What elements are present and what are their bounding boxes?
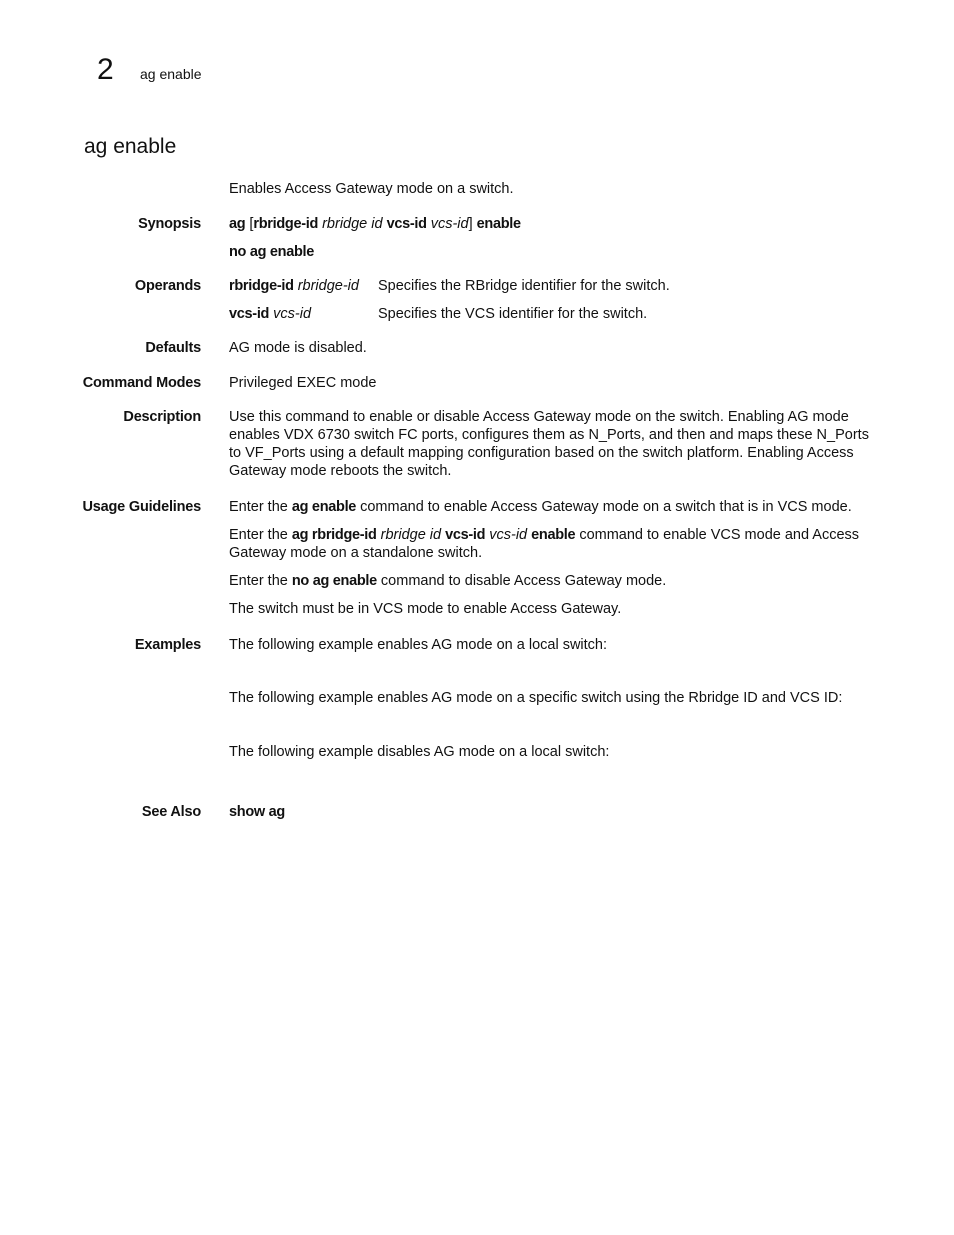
usage-paragraph: The switch must be in VCS mode to enable Access Gateway. [229, 601, 622, 617]
chapter-number: 2 [97, 53, 114, 86]
operand-row [229, 277, 874, 305]
operand-description: Specifies the VCS identifier for the switch. [378, 306, 648, 322]
command-modes-text: Privileged EXEC mode [229, 375, 377, 391]
description-text: Use this command to enable or disable Access Gateway mode on the switch. Enabling AG mode enables VDX 6730 switch FC ports, configures them as N_Ports, and then and maps these N_Ports to VF_Ports using a default mapping configuration based on the switch platform. Enabling Access Gateway mode reboots the switch. [229, 409, 869, 479]
examples-label: Examples [134, 637, 201, 653]
usage-label: Usage Guidelines [82, 499, 201, 515]
operand-row [229, 305, 874, 333]
example-text: The following example enables AG mode on a specific switch using the Rbridge ID and VCS ID: [229, 690, 843, 706]
example-text: The following example enables AG mode on a local switch: [229, 637, 608, 653]
operands-label: Operands [134, 278, 201, 294]
usage-paragraph: Enter the no ag enable command to disable Access Gateway mode. [229, 573, 667, 589]
usage-paragraph: Enter the ag enable command to enable Access Gateway mode on a switch that is in VCS mode. [229, 499, 852, 515]
operand-description: Specifies the RBridge identifier for the switch. [378, 278, 670, 294]
operand-term: vcs-id vcs-id [229, 306, 312, 322]
usage-paragraph: Enter the ag rbridge-id rbridge id vcs-id vcs-id enable command to enable VCS mode and Access Gateway mode on a standalone switch. [229, 527, 860, 561]
see-also-link[interactable]: show ag [229, 804, 285, 820]
page-title: ag enable [84, 135, 177, 158]
description-label: Description [123, 409, 201, 425]
operands-body [229, 277, 874, 333]
defaults-text: AG mode is disabled. [229, 340, 367, 356]
synopsis-line-1: ag [rbridge-id rbridge id vcs-id vcs-id] enable [229, 216, 521, 232]
defaults-label: Defaults [145, 340, 201, 356]
example-text: The following example disables AG mode on a local switch: [229, 744, 610, 760]
usage-body [229, 498, 874, 628]
see-also-label: See Also [141, 804, 201, 820]
synopsis-body [229, 215, 874, 271]
running-title: ag enable [140, 66, 202, 82]
command-modes-label: Command Modes [82, 375, 201, 391]
synopsis-label: Synopsis [138, 216, 201, 232]
command-summary: Enables Access Gateway mode on a switch. [229, 181, 514, 197]
synopsis-line-2: no ag enable [229, 244, 315, 260]
operand-term: rbridge-id rbridge-id [229, 278, 359, 294]
